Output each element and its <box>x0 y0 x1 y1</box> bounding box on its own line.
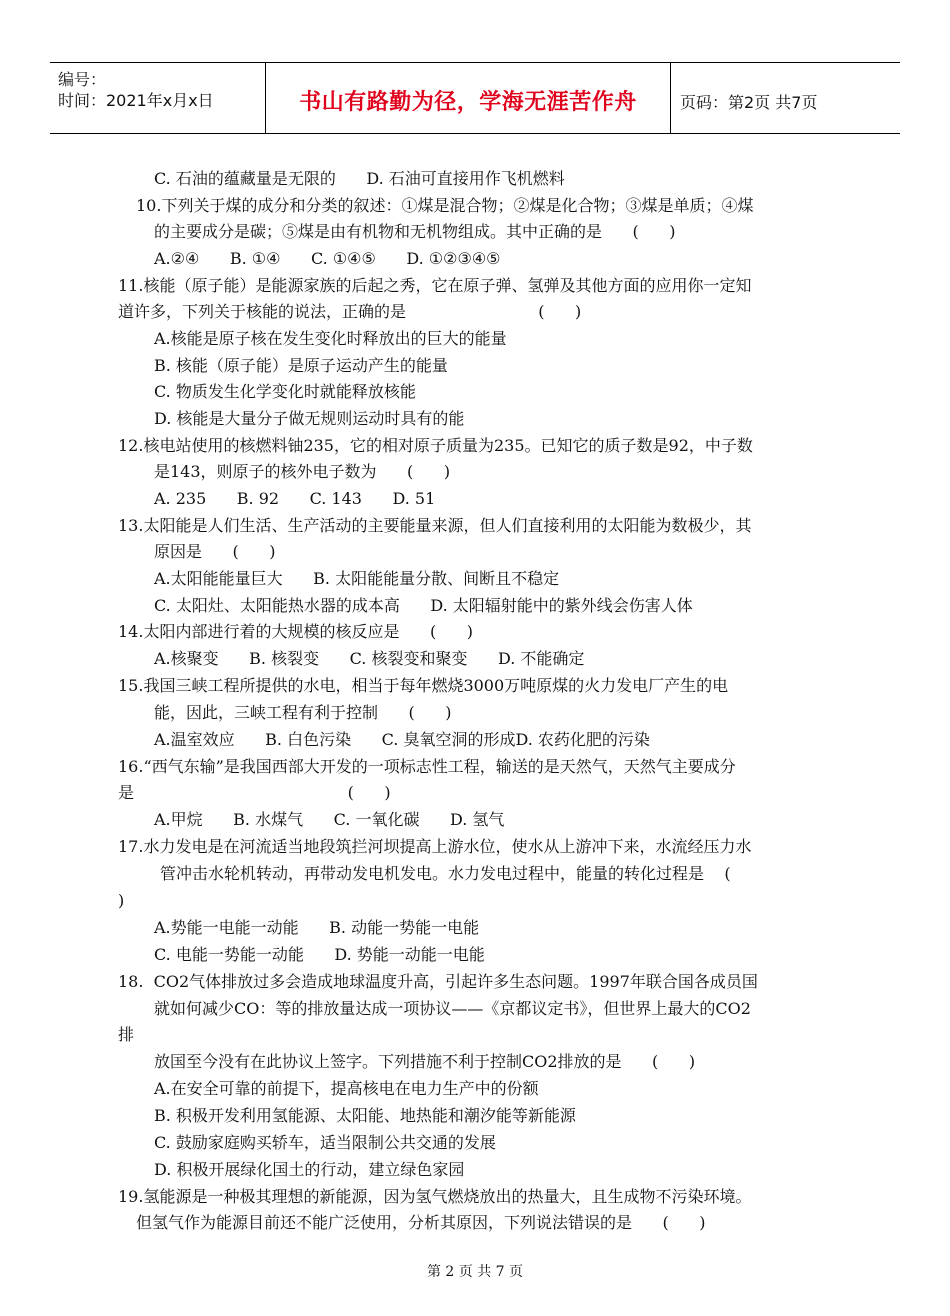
text-line: 放国至今没有在此协议上签字。下列措施不利于控制CO2排放的是 ( ) <box>154 1052 696 1071</box>
motto: 书山有路勤为径，学海无涯苦作舟 <box>299 90 637 115</box>
text-line: ) <box>118 891 125 910</box>
serial-label: 编号： <box>58 70 107 89</box>
text-line: 的主要成分是碳；⑤煤是由有机物和无机物组成。其中正确的是 ( ) <box>154 222 676 241</box>
text-line: 排 <box>118 1025 135 1044</box>
text-line: A.在安全可靠的前提下，提高核电在电力生产中的份额 <box>154 1079 539 1098</box>
text-line: 管冲击水轮机转动，再带动发电机发电。水力发电过程中，能量的转化过程是 ( <box>160 864 731 883</box>
text-line: B. 核能（原子能）是原子运动产生的能量 <box>154 356 448 375</box>
time-label: 时间：2021年x月x日 <box>58 91 214 110</box>
text-line: A.太阳能能量巨大 B. 太阳能能量分散、间断且不稳定 <box>154 569 560 588</box>
text-line: C. 物质发生化学变化时就能释放核能 <box>154 382 416 401</box>
text-line: A.温室效应 B. 白色污染 C. 臭氧空洞的形成D. 农药化肥的污染 <box>154 730 650 749</box>
text-line: A. 235 B. 92 C. 143 D. 51 <box>154 489 436 508</box>
text-line: D. 核能是大量分子做无规则运动时具有的能 <box>154 409 465 428</box>
text-line: C. 鼓励家庭购买轿车，适当限制公共交通的发展 <box>154 1133 496 1152</box>
text-line: 15.我国三峡工程所提供的水电，相当于每年燃烧3000万吨原煤的火力发电厂产生的电 <box>118 676 729 695</box>
text-line: 原因是 ( ) <box>154 542 276 561</box>
text-line: 是143，则原子的核外电子数为 ( ) <box>154 462 451 481</box>
text-line: A.核能是原子核在发生变化时释放出的巨大的能量 <box>154 329 507 348</box>
text-line: 19.氢能源是一种极其理想的新能源，因为氢气燃烧放出的热量大，且生成物不污染环境。 <box>118 1187 752 1206</box>
text-line: A.甲烷 B. 水煤气 C. 一氧化碳 D. 氢气 <box>154 810 505 829</box>
text-line: C. 太阳灶、太阳能热水器的成本高 D. 太阳辐射能中的紫外线会伤害人体 <box>154 596 693 615</box>
page-label: 页码：第2页 共7页 <box>680 93 818 112</box>
text-line: A.核聚变 B. 核裂变 C. 核裂变和聚变 D. 不能确定 <box>154 649 585 668</box>
text-line: 能，因此，三峡工程有利于控制 ( ) <box>154 703 452 722</box>
text-line: A.②④ B. ①④ C. ①④⑤ D. ①②③④⑤ <box>154 249 501 268</box>
text-line: 12.核电站使用的核燃料铀235，它的相对原子质量为235。已知它的质子数是92，中子数 <box>118 436 753 455</box>
text-line: 14.太阳内部进行着的大规模的核反应是 ( ) <box>118 622 473 641</box>
page-header <box>50 62 900 134</box>
text-line: 就如何减少CO：等的排放量达成一项协议——《京都议定书》，但世界上最大的CO2 <box>154 999 751 1018</box>
text-line: 10.下列关于煤的成分和分类的叙述：①煤是混合物；②煤是化合物；③煤是单质；④煤 <box>136 196 754 215</box>
header-page-cell <box>678 63 900 133</box>
text-line: 道许多，下列关于核能的说法，正确的是 ( ) <box>118 302 582 321</box>
text-line: 17.水力发电是在河流适当地段筑拦河坝提高上游水位，使水从上游冲下来，水流经压力水 <box>118 837 752 856</box>
text-line: 但氢气作为能源目前还不能广泛使用，分析其原因，下列说法错误的是 ( ) <box>136 1213 706 1232</box>
header-motto-cell <box>265 63 671 133</box>
header-meta <box>58 63 263 133</box>
text-line: 11.核能（原子能）是能源家族的后起之秀，它在原子弹、氢弹及其他方面的应用你一定知 <box>118 276 752 295</box>
text-line: C. 电能一势能一动能 D. 势能一动能一电能 <box>154 945 485 964</box>
text-line: 16.“西气东输”是我国西部大开发的一项标志性工程，输送的是天然气，天然气主要成分 <box>118 757 736 776</box>
text-line: 18. CO2气体排放过多会造成地球温度升高，引起许多生态问题。1997年联合国各成员国 <box>118 972 758 991</box>
text-line: C. 石油的蕴藏量是无限的 D. 石油可直接用作飞机燃料 <box>154 169 565 188</box>
text-line: D. 积极开展绿化国土的行动，建立绿色家园 <box>154 1160 465 1179</box>
text-line: B. 积极开发利用氢能源、太阳能、地热能和潮汐能等新能源 <box>154 1106 576 1125</box>
text-line: 13.太阳能是人们生活、生产活动的主要能量来源，但人们直接利用的太阳能为数极少，其 <box>118 516 752 535</box>
page-footer: 第 2 页 共 7 页 <box>426 1264 524 1280</box>
text-line: A.势能一电能一动能 B. 动能一势能一电能 <box>154 918 480 937</box>
text-line: 是 ( ) <box>118 783 391 802</box>
